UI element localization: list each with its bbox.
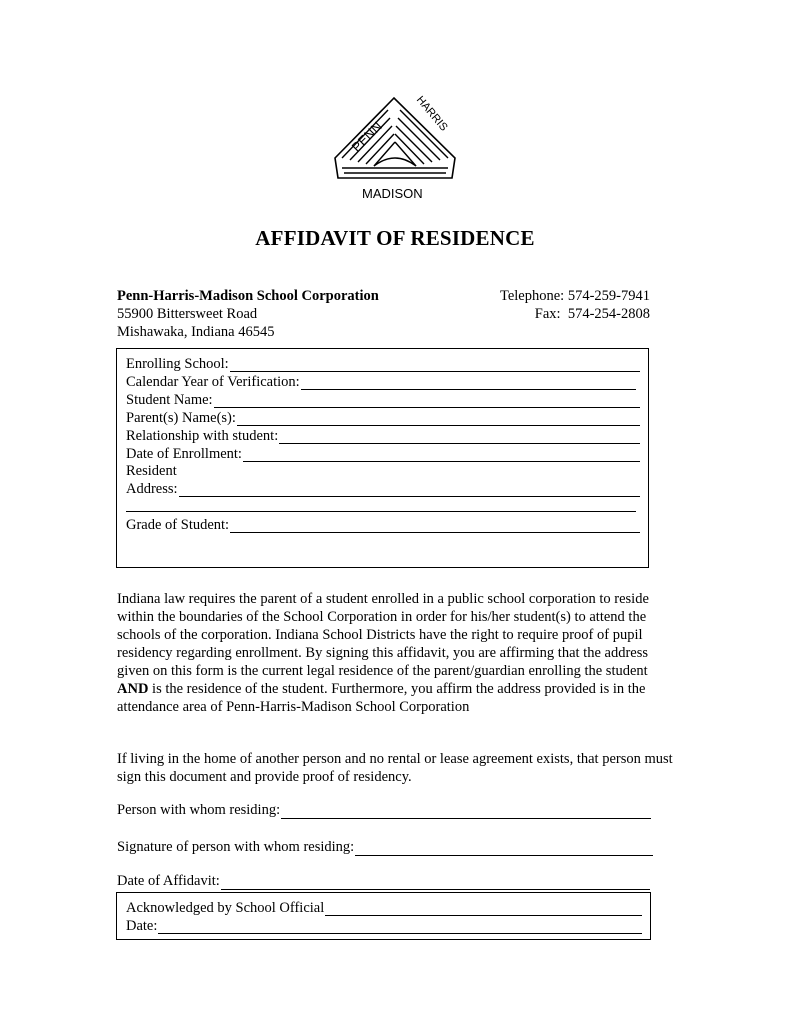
telephone-number: 574-259-7941 bbox=[567, 288, 650, 304]
grade-line[interactable] bbox=[230, 518, 640, 533]
student-name-field[interactable] bbox=[126, 390, 640, 408]
grade-label: Grade of Student: bbox=[126, 517, 230, 533]
signature-person-field[interactable] bbox=[117, 838, 653, 856]
grade-field[interactable] bbox=[126, 515, 640, 533]
penn-harris-madison-logo bbox=[330, 90, 460, 206]
page-title: AFFIDAVIT OF RESIDENCE bbox=[255, 226, 535, 250]
logo-text-madison: MADISON bbox=[362, 186, 423, 201]
address-line[interactable] bbox=[179, 482, 640, 497]
signature-person-label: Signature of person with whom residing: bbox=[117, 839, 355, 855]
address-field[interactable] bbox=[126, 479, 640, 497]
enrolling-school-field[interactable] bbox=[126, 354, 640, 372]
date-affidavit-label: Date of Affidavit: bbox=[117, 873, 220, 889]
calendar-year-label: Calendar Year of Verification: bbox=[126, 374, 300, 390]
city-state-zip: Mishawaka, Indiana 46545 bbox=[117, 324, 275, 340]
official-date-field[interactable] bbox=[126, 916, 642, 934]
acknowledged-label: Acknowledged by School Official bbox=[126, 900, 325, 916]
person-residing-label: Person with whom residing: bbox=[117, 802, 281, 818]
official-date-label: Date: bbox=[126, 918, 158, 934]
date-enrollment-field[interactable] bbox=[126, 444, 640, 462]
legal-paragraph bbox=[117, 590, 677, 716]
date-affidavit-line[interactable] bbox=[221, 875, 650, 890]
acknowledged-field[interactable] bbox=[126, 898, 642, 916]
organization-address bbox=[117, 287, 379, 341]
street-address: 55900 Bittersweet Road bbox=[117, 306, 258, 322]
relationship-label: Relationship with student: bbox=[126, 428, 279, 444]
person-residing-line[interactable] bbox=[281, 804, 651, 819]
official-date-line[interactable] bbox=[158, 919, 642, 934]
parent-names-line[interactable] bbox=[237, 411, 640, 426]
legal-text-part2: is the residence of the student. Furthermore, you affirm the address provided is in the attendance area of Penn-Harris-Madison School Corporation bbox=[117, 681, 646, 715]
person-residing-field[interactable] bbox=[117, 801, 651, 819]
date-enrollment-label: Date of Enrollment: bbox=[126, 446, 242, 462]
student-name-label: Student Name: bbox=[126, 392, 213, 408]
legal-text-and: AND bbox=[117, 681, 149, 697]
calendar-year-field[interactable] bbox=[126, 372, 636, 390]
parent-names-field[interactable] bbox=[126, 408, 640, 426]
enrolling-school-line[interactable] bbox=[230, 357, 640, 372]
address-line-2[interactable] bbox=[126, 511, 636, 512]
contact-info bbox=[500, 287, 650, 323]
acknowledged-line[interactable] bbox=[325, 901, 642, 916]
organization-name: Penn-Harris-Madison School Corporation bbox=[117, 288, 379, 304]
logo-text-harris: HARRIS bbox=[413, 93, 450, 134]
fax-number: 574-254-2808 bbox=[567, 306, 650, 322]
enrolling-school-label: Enrolling School: bbox=[126, 356, 229, 372]
relationship-line[interactable] bbox=[279, 429, 640, 444]
telephone-label: Telephone: bbox=[499, 288, 565, 304]
date-enrollment-line[interactable] bbox=[243, 447, 640, 462]
student-info-box bbox=[116, 348, 649, 568]
calendar-year-line[interactable] bbox=[301, 375, 636, 390]
parent-names-label: Parent(s) Name(s): bbox=[126, 410, 236, 426]
school-official-box bbox=[116, 892, 651, 940]
resident-label: Resident bbox=[126, 463, 177, 479]
fax-label: Fax: bbox=[534, 306, 561, 322]
student-name-line[interactable] bbox=[214, 393, 640, 408]
logo-text-penn: PENN bbox=[348, 118, 385, 155]
address-label: Address: bbox=[126, 481, 178, 497]
date-affidavit-field[interactable] bbox=[117, 872, 650, 890]
residency-paragraph: If living in the home of another person and no rental or lease agreement exists, that person must sign this document and provide proof of residency. bbox=[117, 751, 673, 785]
legal-text-part1: Indiana law requires the parent of a student enrolled in a public school corporation to reside within the boundaries of the School Corporation in order for his/her student(s) to attend the schools of the corporation. Indiana School Districts have the right to require proof of pupil residency regarding enrollment. By signing this affidavit, you are affirming that the address given on this form is the current legal residence of the parent/guardian enrolling the student bbox=[117, 591, 649, 679]
signature-person-line[interactable] bbox=[355, 841, 653, 856]
relationship-field[interactable] bbox=[126, 426, 640, 444]
